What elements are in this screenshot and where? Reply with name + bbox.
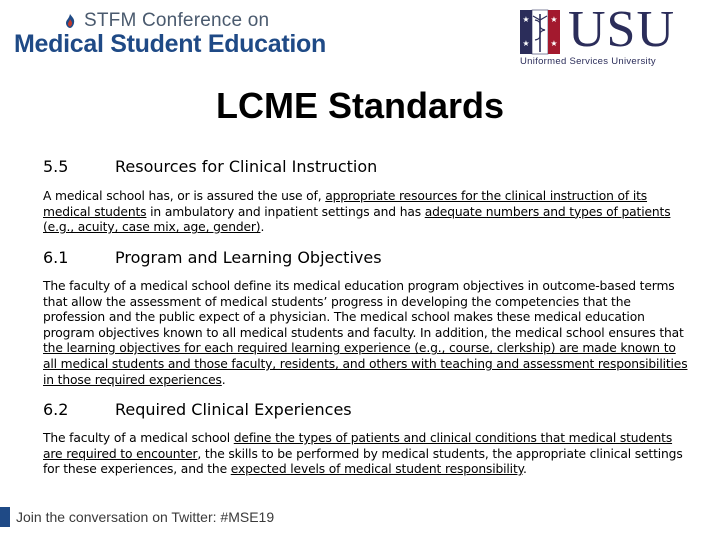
footer-accent-bar bbox=[0, 507, 10, 527]
conference-title-line2: Medical Student Education bbox=[14, 30, 326, 58]
text-run: . bbox=[523, 462, 527, 477]
text-run: , the skills to be performed by medical students, the appropriate clinical settings for these experiences, and the bbox=[43, 446, 683, 477]
underlined-text: adequate numbers and types of patients (e.g., acuity, case mix, age, gender) bbox=[43, 204, 671, 235]
text-run: The faculty of a medical school define its medical education program objectives in outcome-based terms that allow the assessment of medical students’ progress in developing the competencies that the profession and the public expect of a physician. The medical school makes these medical education program objectives known to all medical students and faculty. In addition, the medical school ensures that bbox=[43, 279, 684, 340]
text-run: . bbox=[260, 220, 265, 235]
conference-title-line1: STFM Conference on bbox=[84, 10, 270, 31]
svg-text:★: ★ bbox=[522, 15, 530, 24]
section-number: 6.2 bbox=[43, 400, 69, 419]
text-run: A medical school has, or is assured the use of, bbox=[43, 189, 326, 203]
page-title: LCME Standards bbox=[215, 85, 505, 126]
usu-logo bbox=[518, 1, 698, 68]
svg-text:★: ★ bbox=[550, 15, 558, 24]
svg-text:★: ★ bbox=[522, 39, 530, 48]
section-heading: Required Clinical Experiences bbox=[115, 400, 352, 419]
text-run: . bbox=[221, 372, 226, 387]
section-paragraph bbox=[43, 279, 691, 388]
section-paragraph bbox=[43, 431, 691, 478]
footer-twitter-text: Join the conversation on Twitter: #MSE19 bbox=[16, 509, 275, 525]
flame-icon bbox=[62, 12, 78, 30]
text-run: The faculty of a medical school bbox=[43, 431, 234, 445]
usu-wordmark: USU bbox=[568, 1, 676, 58]
underlined-text: define the types of patients and clinical conditions that medical students are required to encounter bbox=[43, 431, 673, 461]
section-heading: Program and Learning Objectives bbox=[115, 248, 382, 267]
text-run: in ambulatory and inpatient settings and has bbox=[146, 204, 425, 219]
section-heading: Resources for Clinical Instruction bbox=[115, 157, 378, 176]
svg-text:★: ★ bbox=[550, 39, 558, 48]
section-number: 5.5 bbox=[43, 157, 69, 176]
underlined-text: appropriate resources for the clinical instruction of its medical students bbox=[43, 189, 648, 219]
usu-subtitle: Uniformed Services University bbox=[520, 56, 656, 67]
underlined-text: expected levels of medical student responsibility bbox=[230, 462, 523, 477]
usu-shield-icon bbox=[518, 8, 562, 56]
section-number: 6.1 bbox=[43, 248, 69, 267]
underlined-text: the learning objectives for each required learning experience (e.g., course, clerkship) are made known to all medical students and those faculty, residents, and others with teaching and assessment responsibilities in those required experiences bbox=[43, 341, 688, 387]
section-paragraph bbox=[43, 189, 691, 236]
